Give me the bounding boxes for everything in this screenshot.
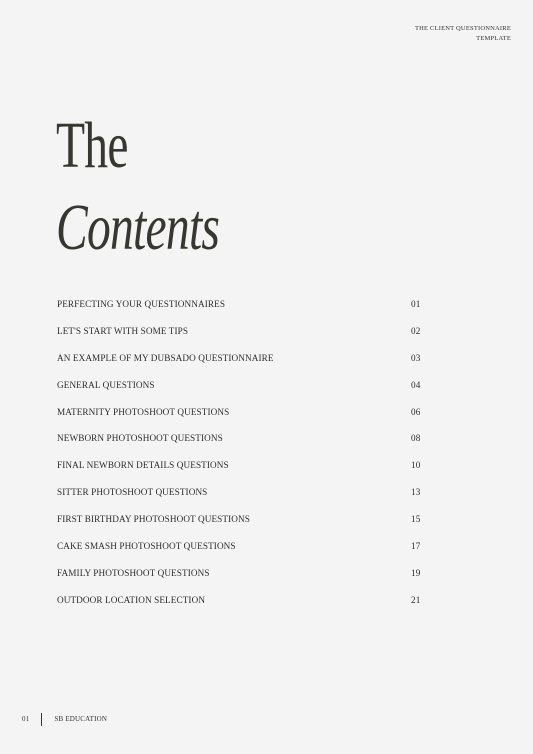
toc-item-label: PERFECTING YOUR QUESTIONNAIRES	[57, 299, 226, 309]
page-title-contents: Contents	[56, 191, 220, 264]
toc-item[interactable]	[57, 407, 425, 434]
header-title-line-1: THE CLIENT QUESTIONNAIRE	[414, 25, 511, 32]
toc-item[interactable]	[57, 487, 425, 514]
toc-item[interactable]	[57, 541, 425, 568]
toc-item[interactable]	[57, 433, 425, 460]
toc-item-page: 08	[411, 433, 421, 444]
toc-item[interactable]	[57, 568, 425, 595]
toc-item-page: 10	[411, 460, 421, 471]
toc-item-page: 13	[411, 487, 421, 498]
toc-item[interactable]	[57, 353, 425, 380]
document-header	[351, 24, 511, 44]
footer-divider	[41, 713, 42, 726]
toc-item-label: NEWBORN PHOTOSHOOT QUESTIONS	[57, 433, 223, 444]
toc-item-label: AN EXAMPLE OF MY DUBSADO QUESTIONNAIRE	[57, 352, 274, 363]
toc-item-label: FINAL NEWBORN DETAILS QUESTIONS	[57, 460, 229, 471]
toc-item-label: LET'S START WITH SOME TIPS	[57, 325, 189, 336]
header-title-line-2: TEMPLATE	[476, 35, 511, 42]
toc-item[interactable]	[57, 299, 425, 326]
toc-item-label: SITTER PHOTOSHOOT QUESTIONS	[57, 487, 208, 498]
toc-item-page: 21	[411, 594, 421, 605]
toc-item-page: 06	[411, 406, 421, 417]
toc-item-page: 03	[411, 352, 421, 363]
toc-item-page: 15	[411, 514, 421, 525]
toc-item-label: OUTDOOR LOCATION SELECTION	[57, 594, 206, 605]
toc-item-label: FIRST BIRTHDAY PHOTOSHOOT QUESTIONS	[57, 514, 250, 525]
toc-item-page: 19	[411, 567, 421, 578]
toc-item-page: 02	[411, 325, 421, 336]
footer-page-number: 01	[22, 715, 30, 723]
toc-item[interactable]	[57, 326, 425, 353]
toc-item-page: 17	[411, 541, 421, 552]
toc-item[interactable]	[57, 380, 425, 407]
table-of-contents	[57, 299, 425, 622]
toc-item[interactable]	[57, 460, 425, 487]
page-footer	[22, 712, 107, 726]
page-title-the: The	[56, 109, 128, 182]
toc-item-label: GENERAL QUESTIONS	[57, 379, 155, 390]
toc-item-page: 04	[411, 379, 421, 390]
footer-brand: SB EDUCATION	[54, 715, 108, 723]
toc-item-label: CAKE SMASH PHOTOSHOOT QUESTIONS	[57, 541, 236, 552]
toc-item-label: FAMILY PHOTOSHOOT QUESTIONS	[57, 567, 210, 578]
toc-item-page: 01	[411, 299, 421, 309]
toc-item[interactable]	[57, 595, 425, 622]
toc-item-label: MATERNITY PHOTOSHOOT QUESTIONS	[57, 406, 230, 417]
toc-item[interactable]	[57, 514, 425, 541]
